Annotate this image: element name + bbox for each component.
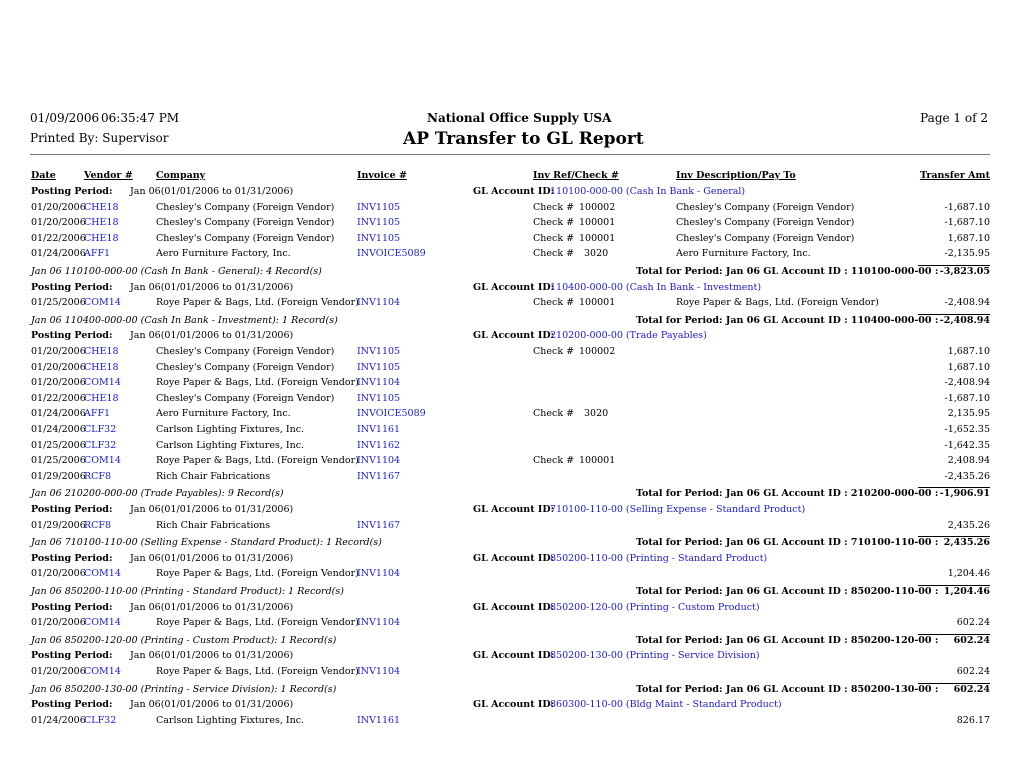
print-time: 06:35:47 PM (101, 111, 180, 125)
row-description: Roye Paper & Bags, Ltd. (Foreign Vendor) (676, 297, 879, 308)
row-description: Chesley's Company (Foreign Vendor) (676, 217, 855, 228)
posting-period-range: Jan 06(01/01/2006 to 01/31/2006) (130, 186, 294, 197)
row-date: 01/20/2006 (31, 362, 86, 373)
posting-period-range: Jan 06(01/01/2006 to 01/31/2006) (130, 650, 294, 661)
posting-period-range: Jan 06(01/01/2006 to 01/31/2006) (130, 553, 294, 564)
subtotal-total-label: Total for Period: Jan 06 GL Account ID : 210200-000-00 : (636, 488, 939, 499)
subtotal-label: Jan 06 210200-000-00 (Trade Payables): 9 Record(s) (31, 488, 284, 499)
invoice-link[interactable]: INV1104 (357, 568, 401, 579)
table-row (0, 408, 1024, 423)
invoice-link[interactable]: INVOICE5089 (357, 248, 426, 259)
subtotal-label: Jan 06 850200-130-00 (Printing - Service Division): 1 Record(s) (31, 684, 337, 695)
table-row (0, 202, 1024, 217)
row-description: Chesley's Company (Foreign Vendor) (676, 233, 855, 244)
table-row (0, 393, 1024, 408)
check-label: Check # (533, 202, 575, 213)
row-amount: 602.24 (956, 666, 990, 677)
subtotal-label: Jan 06 110100-000-00 (Cash In Bank - General): 4 Record(s) (31, 266, 322, 277)
invoice-link[interactable]: INV1104 (357, 377, 401, 388)
row-amount: -2,135.95 (944, 248, 990, 259)
row-date: 01/20/2006 (31, 617, 86, 628)
row-company: Rich Chair Fabrications (156, 520, 271, 531)
check-label: Check # (533, 217, 575, 228)
posting-period-label: Posting Period: (31, 602, 113, 613)
posting-period-label: Posting Period: (31, 504, 113, 515)
row-amount: 1,204.46 (947, 568, 990, 579)
gl-account-label: GL Account ID: (473, 650, 555, 661)
report-title: AP Transfer to GL Report (403, 129, 644, 149)
row-company: Roye Paper & Bags, Ltd. (Foreign Vendor) (156, 666, 359, 677)
header-divider (30, 154, 990, 155)
gl-account-label: GL Account ID: (473, 699, 555, 710)
row-company: Roye Paper & Bags, Ltd. (Foreign Vendor) (156, 568, 359, 579)
table-row (0, 455, 1024, 470)
table-row (0, 297, 1024, 312)
posting-period-label: Posting Period: (31, 699, 113, 710)
row-amount: 2,135.95 (947, 408, 990, 419)
vendor-link[interactable]: CLF32 (84, 440, 117, 451)
check-label: Check # (533, 346, 575, 357)
invoice-link[interactable]: INV1105 (357, 202, 401, 213)
posting-period-row (0, 602, 1024, 617)
check-label: Check # (533, 248, 575, 259)
gl-account-link[interactable]: 710100-110-00 (Selling Expense - Standard Product) (550, 504, 806, 515)
row-date: 01/20/2006 (31, 217, 86, 228)
table-row (0, 346, 1024, 361)
invoice-link[interactable]: INV1105 (357, 393, 401, 404)
subtotal-amount: -1,906.91 (939, 488, 990, 499)
subtotal-row (0, 537, 1024, 552)
row-date: 01/22/2006 (31, 393, 86, 404)
check-label: Check # (533, 408, 575, 419)
row-date: 01/25/2006 (31, 297, 86, 308)
vendor-link[interactable]: CLF32 (84, 715, 117, 726)
row-date: 01/24/2006 (31, 424, 86, 435)
row-company: Carlson Lighting Fixtures, Inc. (156, 424, 305, 435)
row-amount: -1,642.35 (944, 440, 990, 451)
row-amount: 2,435.26 (947, 520, 990, 531)
vendor-link[interactable]: AFF1 (84, 408, 111, 419)
vendor-link[interactable]: COM14 (84, 666, 121, 677)
invoice-link[interactable]: INV1105 (357, 217, 401, 228)
row-amount: -1,652.35 (944, 424, 990, 435)
row-amount: 1,687.10 (947, 346, 990, 357)
check-number: 100001 (579, 455, 616, 466)
posting-period-label: Posting Period: (31, 330, 113, 341)
invoice-link[interactable]: INV1104 (357, 617, 401, 628)
subtotal-total-label: Total for Period: Jan 06 GL Account ID : 110400-000-00 : (636, 315, 939, 326)
posting-period-range: Jan 06(01/01/2006 to 01/31/2006) (130, 504, 294, 515)
row-date: 01/29/2006 (31, 520, 86, 531)
row-company: Chesley's Company (Foreign Vendor) (156, 393, 335, 404)
row-amount: -2,408.94 (944, 377, 990, 388)
invoice-link[interactable]: INV1105 (357, 233, 401, 244)
row-date: 01/20/2006 (31, 346, 86, 357)
company-name: National Office Supply USA (427, 111, 612, 125)
row-description: Chesley's Company (Foreign Vendor) (676, 202, 855, 213)
subtotal-total-label: Total for Period: Jan 06 GL Account ID : 850200-130-00 : (636, 684, 939, 695)
invoice-link[interactable]: INV1104 (357, 297, 401, 308)
invoice-link[interactable]: INV1161 (357, 715, 401, 726)
print-date: 01/09/2006 (30, 111, 100, 125)
table-row (0, 666, 1024, 681)
subtotal-label: Jan 06 850200-110-00 (Printing - Standard Product): 1 Record(s) (31, 586, 344, 597)
row-company: Chesley's Company (Foreign Vendor) (156, 202, 335, 213)
posting-period-row (0, 553, 1024, 568)
row-company: Roye Paper & Bags, Ltd. (Foreign Vendor) (156, 455, 359, 466)
posting-period-label: Posting Period: (31, 186, 113, 197)
row-date: 01/29/2006 (31, 471, 86, 482)
subtotal-total-label: Total for Period: Jan 06 GL Account ID : 110100-000-00 : (636, 266, 939, 277)
invoice-link[interactable]: INV1167 (357, 471, 401, 482)
posting-period-range: Jan 06(01/01/2006 to 01/31/2006) (130, 282, 294, 293)
check-number: 100002 (579, 346, 616, 357)
invoice-link[interactable]: INV1105 (357, 346, 401, 357)
subtotal-amount: 602.24 (953, 684, 990, 695)
col-amount: Transfer Amt (919, 170, 990, 181)
row-amount: -1,687.10 (944, 393, 990, 404)
row-date: 01/20/2006 (31, 202, 86, 213)
row-amount: -2,408.94 (944, 297, 990, 308)
row-date: 01/20/2006 (31, 666, 86, 677)
col-company: Company (156, 170, 206, 181)
check-number: 3020 (584, 408, 609, 419)
posting-period-range: Jan 06(01/01/2006 to 01/31/2006) (130, 330, 294, 341)
posting-period-row (0, 330, 1024, 345)
gl-account-link[interactable]: 850200-120-00 (Printing - Custom Product) (550, 602, 760, 613)
check-number: 100001 (579, 297, 616, 308)
invoice-link[interactable]: INV1104 (357, 666, 401, 677)
subtotal-row (0, 488, 1024, 503)
vendor-link[interactable]: RCF8 (84, 520, 112, 531)
row-amount: 826.17 (956, 715, 990, 726)
posting-period-label: Posting Period: (31, 650, 113, 661)
posting-period-row (0, 504, 1024, 519)
check-number: 3020 (584, 248, 609, 259)
subtotal-label: Jan 06 710100-110-00 (Selling Expense - Standard Product): 1 Record(s) (31, 537, 382, 548)
subtotal-label: Jan 06 850200-120-00 (Printing - Custom Product): 1 Record(s) (31, 635, 337, 646)
table-row (0, 233, 1024, 248)
subtotal-row (0, 266, 1024, 281)
row-amount: 1,687.10 (947, 362, 990, 373)
posting-period-row (0, 282, 1024, 297)
subtotal-amount: 2,435.26 (943, 537, 990, 548)
check-number: 100001 (579, 233, 616, 244)
subtotal-amount: -2,408.94 (939, 315, 990, 326)
posting-period-row (0, 650, 1024, 665)
gl-account-link[interactable]: 850200-130-00 (Printing - Service Division) (550, 650, 760, 661)
subtotal-amount: 1,204.46 (943, 586, 990, 597)
invoice-link[interactable]: INV1162 (357, 440, 401, 451)
table-row (0, 424, 1024, 439)
row-company: Roye Paper & Bags, Ltd. (Foreign Vendor) (156, 617, 359, 628)
vendor-link[interactable]: AFF1 (84, 248, 111, 259)
invoice-link[interactable]: INV1105 (357, 362, 401, 373)
subtotal-row (0, 586, 1024, 601)
vendor-link[interactable]: CHE18 (84, 362, 119, 373)
row-date: 01/20/2006 (31, 568, 86, 579)
table-row (0, 217, 1024, 232)
vendor-link[interactable]: CHE18 (84, 346, 119, 357)
gl-account-label: GL Account ID: (473, 504, 555, 515)
row-company: Chesley's Company (Foreign Vendor) (156, 217, 335, 228)
row-amount: -2,435.26 (944, 471, 990, 482)
subtotal-row (0, 315, 1024, 330)
row-description: Aero Furniture Factory, Inc. (676, 248, 811, 259)
invoice-link[interactable]: INV1161 (357, 424, 401, 435)
gl-account-link[interactable]: 860300-110-00 (Bldg Maint - Standard Product) (550, 699, 782, 710)
table-row (0, 568, 1024, 583)
check-label: Check # (533, 233, 575, 244)
row-date: 01/20/2006 (31, 377, 86, 388)
vendor-link[interactable]: CLF32 (84, 424, 117, 435)
col-inv-ref: Inv Ref/Check # (533, 170, 619, 181)
subtotal-total-label: Total for Period: Jan 06 GL Account ID : 710100-110-00 : (636, 537, 939, 548)
vendor-link[interactable]: COM14 (84, 617, 121, 628)
gl-account-label: GL Account ID: (473, 330, 555, 341)
subtotal-row (0, 684, 1024, 699)
row-company: Roye Paper & Bags, Ltd. (Foreign Vendor) (156, 377, 359, 388)
row-company: Aero Furniture Factory, Inc. (156, 248, 291, 259)
col-vendor: Vendor # (84, 170, 133, 181)
row-company: Chesley's Company (Foreign Vendor) (156, 362, 335, 373)
vendor-link[interactable]: CHE18 (84, 233, 119, 244)
row-amount: -1,687.10 (944, 217, 990, 228)
vendor-link[interactable]: COM14 (84, 297, 121, 308)
gl-account-link[interactable]: 110400-000-00 (Cash In Bank - Investment) (550, 282, 762, 293)
check-number: 100002 (579, 202, 616, 213)
row-company: Chesley's Company (Foreign Vendor) (156, 346, 335, 357)
row-date: 01/25/2006 (31, 455, 86, 466)
table-row (0, 520, 1024, 535)
page-info: Page 1 of 2 (920, 111, 988, 125)
check-label: Check # (533, 297, 575, 308)
printed-by: Printed By: Supervisor (30, 131, 169, 145)
subtotal-amount: 602.24 (953, 635, 990, 646)
gl-account-link[interactable]: 210200-000-00 (Trade Payables) (550, 330, 707, 341)
check-label: Check # (533, 455, 575, 466)
vendor-link[interactable]: RCF8 (84, 471, 112, 482)
col-invoice: Invoice # (357, 170, 407, 181)
vendor-link[interactable]: CHE18 (84, 217, 119, 228)
posting-period-label: Posting Period: (31, 553, 113, 564)
row-company: Aero Furniture Factory, Inc. (156, 408, 291, 419)
invoice-link[interactable]: INV1104 (357, 455, 401, 466)
subtotal-amount: -3,823.05 (939, 266, 990, 277)
row-date: 01/22/2006 (31, 233, 86, 244)
vendor-link[interactable]: COM14 (84, 568, 121, 579)
vendor-link[interactable]: CHE18 (84, 202, 119, 213)
gl-account-label: GL Account ID: (473, 553, 555, 564)
gl-account-link[interactable]: 850200-110-00 (Printing - Standard Product) (550, 553, 768, 564)
row-amount: 1,687.10 (947, 233, 990, 244)
table-row (0, 617, 1024, 632)
vendor-link[interactable]: COM14 (84, 377, 121, 388)
row-date: 01/24/2006 (31, 408, 86, 419)
row-company: Rich Chair Fabrications (156, 471, 271, 482)
table-row (0, 362, 1024, 377)
col-date: Date (31, 170, 56, 181)
table-row (0, 471, 1024, 486)
check-number: 100001 (579, 217, 616, 228)
posting-period-row (0, 699, 1024, 714)
row-company: Roye Paper & Bags, Ltd. (Foreign Vendor) (156, 297, 359, 308)
vendor-link[interactable]: CHE18 (84, 393, 119, 404)
gl-account-label: GL Account ID: (473, 602, 555, 613)
row-company: Carlson Lighting Fixtures, Inc. (156, 715, 305, 726)
posting-period-row (0, 186, 1024, 201)
table-row (0, 715, 1024, 730)
row-date: 01/24/2006 (31, 715, 86, 726)
table-row (0, 377, 1024, 392)
subtotal-total-label: Total for Period: Jan 06 GL Account ID : 850200-120-00 : (636, 635, 939, 646)
subtotal-row (0, 635, 1024, 650)
row-date: 01/24/2006 (31, 248, 86, 259)
row-amount: -1,687.10 (944, 202, 990, 213)
posting-period-range: Jan 06(01/01/2006 to 01/31/2006) (130, 602, 294, 613)
subtotal-label: Jan 06 110400-000-00 (Cash In Bank - Investment): 1 Record(s) (31, 315, 338, 326)
col-inv-desc: Inv Description/Pay To (676, 170, 796, 181)
vendor-link[interactable]: COM14 (84, 455, 121, 466)
table-row (0, 248, 1024, 263)
gl-account-label: GL Account ID: (473, 282, 555, 293)
row-company: Carlson Lighting Fixtures, Inc. (156, 440, 305, 451)
invoice-link[interactable]: INVOICE5089 (357, 408, 426, 419)
posting-period-range: Jan 06(01/01/2006 to 01/31/2006) (130, 699, 294, 710)
gl-account-label: GL Account ID: (473, 186, 555, 197)
posting-period-label: Posting Period: (31, 282, 113, 293)
gl-account-link[interactable]: 110100-000-00 (Cash In Bank - General) (550, 186, 746, 197)
row-date: 01/25/2006 (31, 440, 86, 451)
row-company: Chesley's Company (Foreign Vendor) (156, 233, 335, 244)
invoice-link[interactable]: INV1167 (357, 520, 401, 531)
row-amount: 2,408.94 (947, 455, 990, 466)
subtotal-total-label: Total for Period: Jan 06 GL Account ID : 850200-110-00 : (636, 586, 939, 597)
table-row (0, 440, 1024, 455)
row-amount: 602.24 (956, 617, 990, 628)
